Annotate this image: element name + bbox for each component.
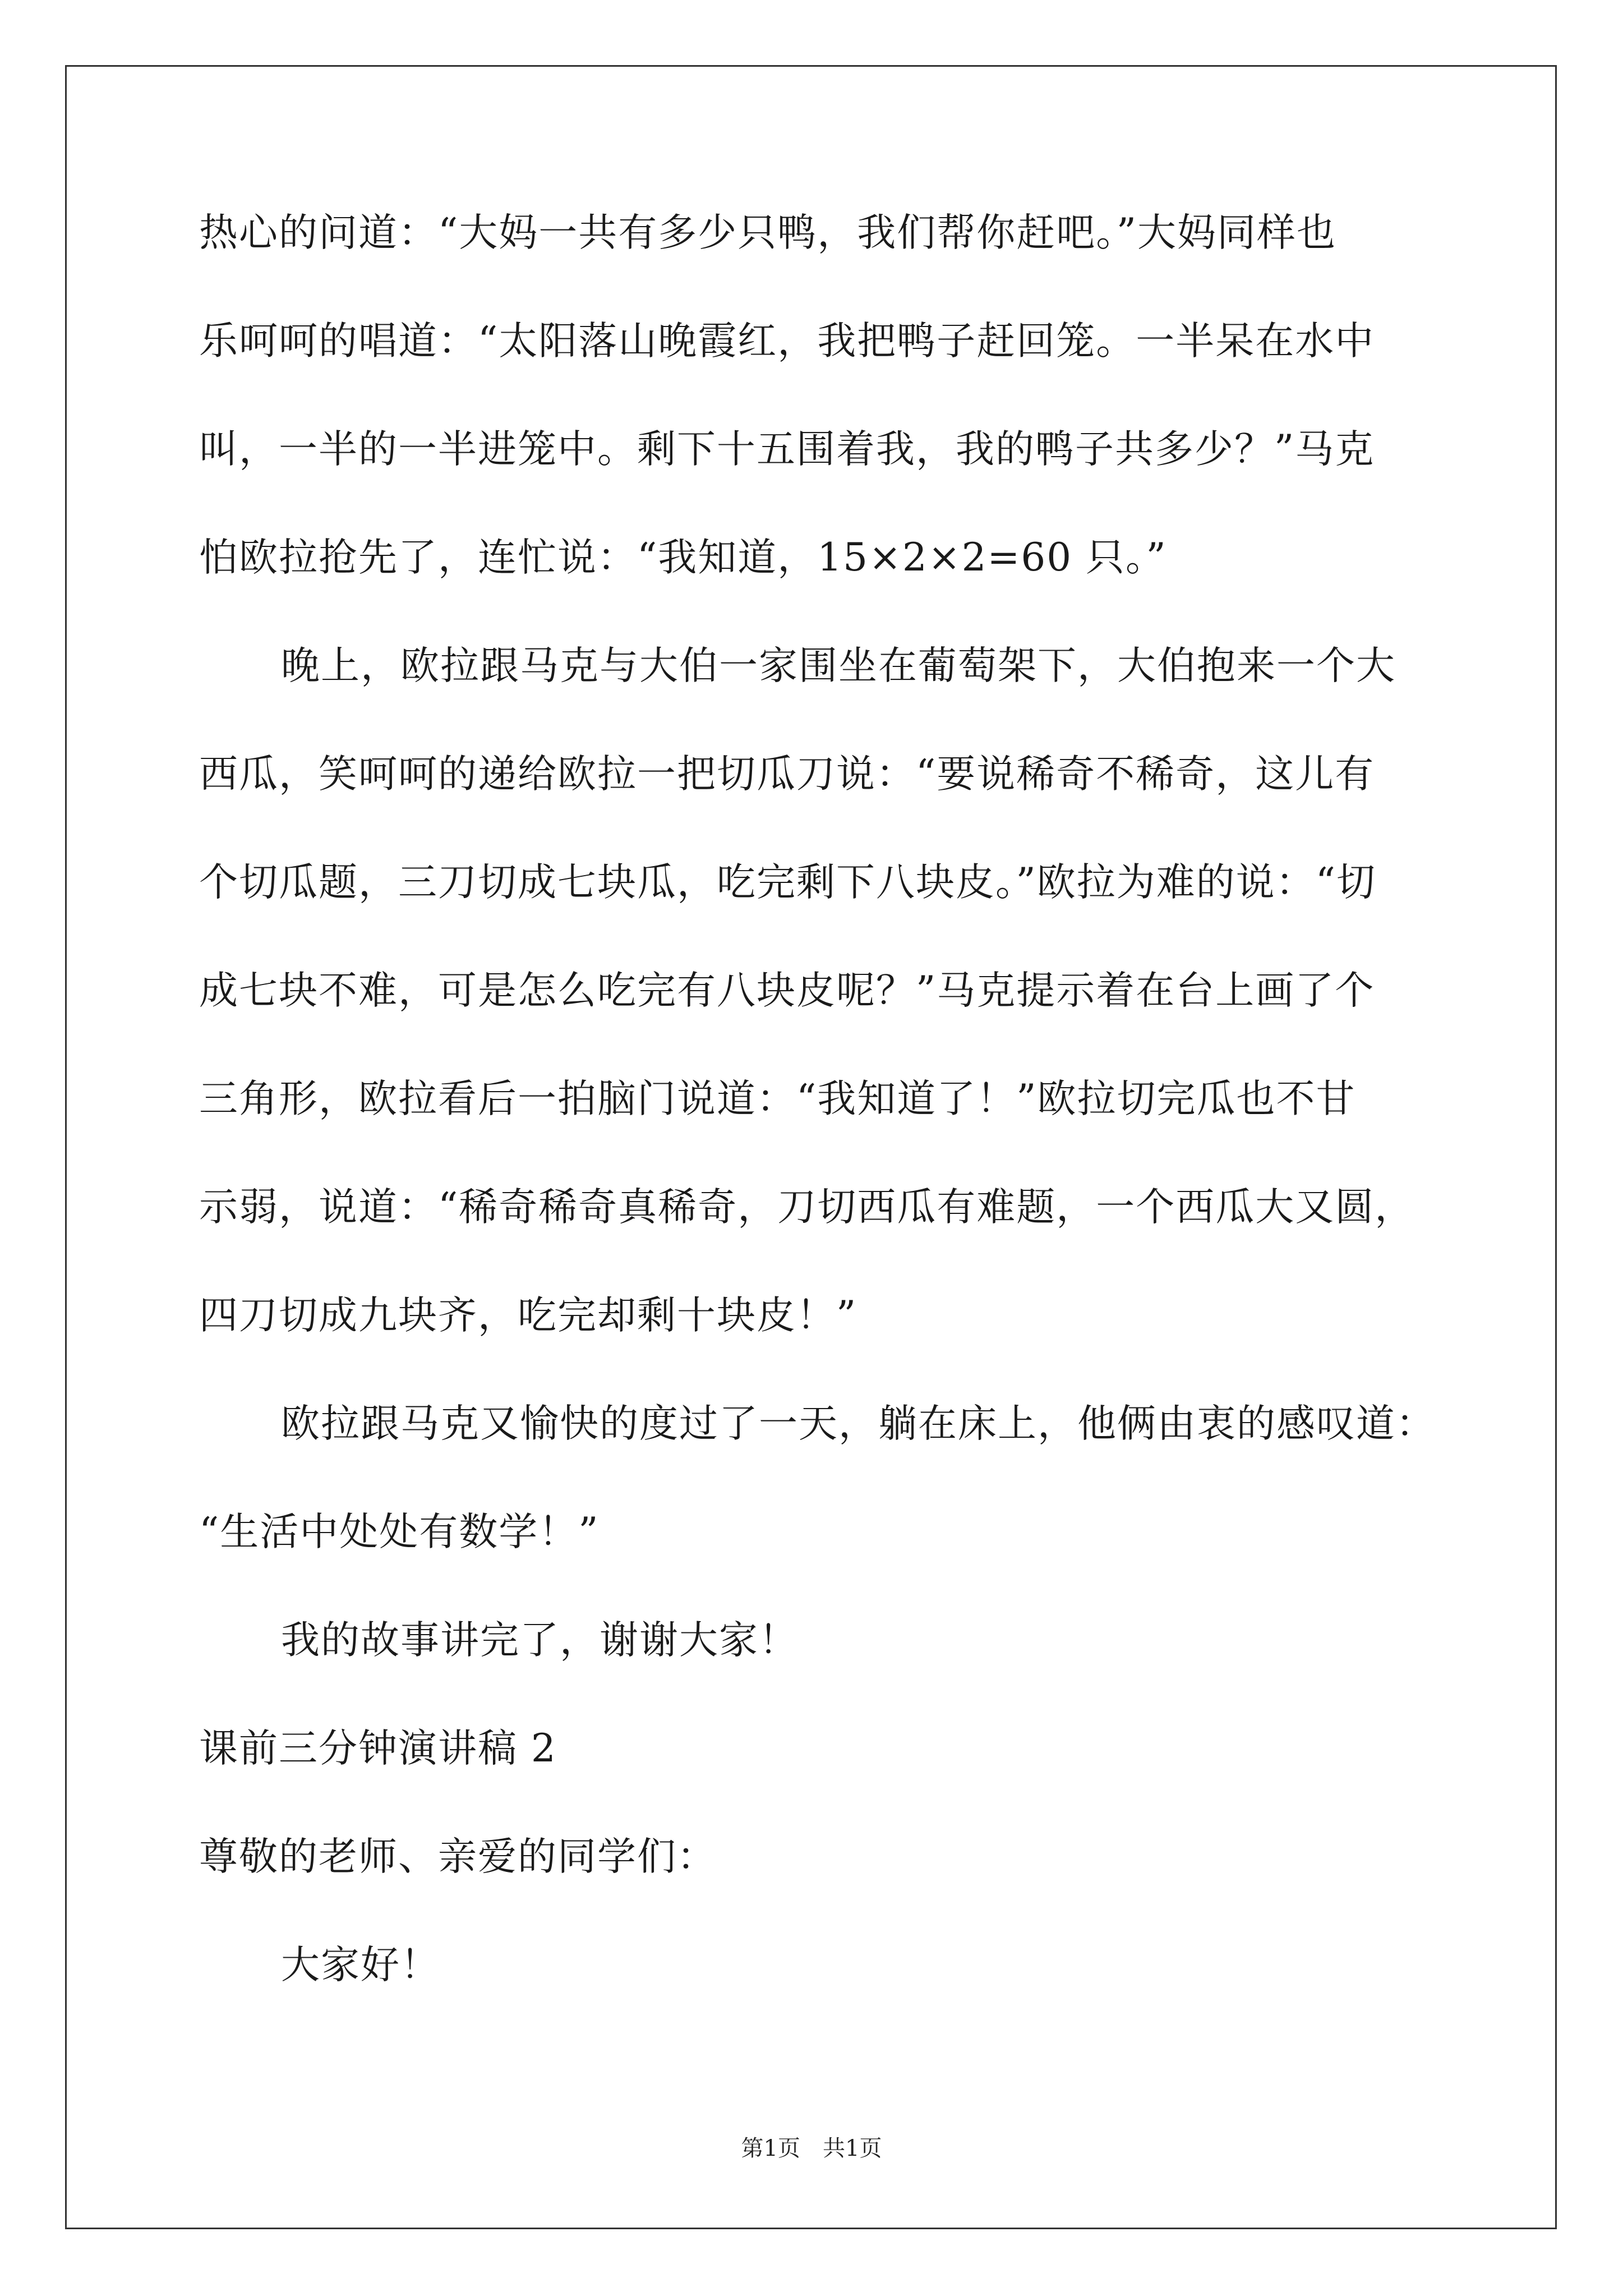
text-line: 个切瓜题，三刀切成七块瓜，吃完剩下八块皮。”欧拉为难的说：“切 bbox=[199, 860, 1377, 905]
text-line: “生活中处处有数学！” bbox=[199, 1510, 600, 1554]
section-heading: 课前三分钟演讲稿 2 bbox=[199, 1726, 557, 1771]
greeting: 大家好！ bbox=[281, 1943, 440, 1987]
text-line: 热心的问道：“大妈一共有多少只鸭，我们帮你赶吧。”大妈同样也 bbox=[199, 210, 1337, 255]
text-line: 怕欧拉抢先了，连忙说：“我知道，15×2×2=60 只。” bbox=[199, 535, 1167, 580]
salutation: 尊敬的老师、亲爱的同学们： bbox=[199, 1834, 717, 1879]
page-border bbox=[65, 65, 1557, 2229]
text-line: 示弱，说道：“稀奇稀奇真稀奇，刀切西瓜有难题，一个西瓜大又圆， bbox=[199, 1185, 1415, 1230]
text-line: 乐呵呵的唱道：“太阳落山晚霞红，我把鸭子赶回笼。一半呆在水中 bbox=[199, 319, 1375, 364]
text-line: 四刀切成九块齐，吃完却剩十块皮！” bbox=[199, 1293, 857, 1338]
paragraph-first-line: 欧拉跟马克又愉快的度过了一天，躺在床上，他俩由衷的感叹道： bbox=[281, 1401, 1436, 1446]
text-line: 三角形，欧拉看后一拍脑门说道：“我知道了！”欧拉切完瓜也不甘 bbox=[199, 1076, 1356, 1121]
text-line: 叫，一半的一半进笼中。剩下十五围着我，我的鸭子共多少？”马克 bbox=[199, 427, 1375, 472]
text-line: 西瓜，笑呵呵的递给欧拉一把切瓜刀说：“要说稀奇不稀奇，这儿有 bbox=[199, 752, 1375, 797]
paragraph-first-line: 晚上，欧拉跟马克与大伯一家围坐在葡萄架下，大伯抱来一个大 bbox=[281, 643, 1396, 688]
page-footer: 第1页 共1页 bbox=[741, 2136, 882, 2161]
text-line: 成七块不难，可是怎么吃完有八块皮呢？”马克提示着在台上画了个 bbox=[199, 968, 1375, 1013]
paragraph-first-line: 我的故事讲完了，谢谢大家！ bbox=[281, 1618, 799, 1663]
